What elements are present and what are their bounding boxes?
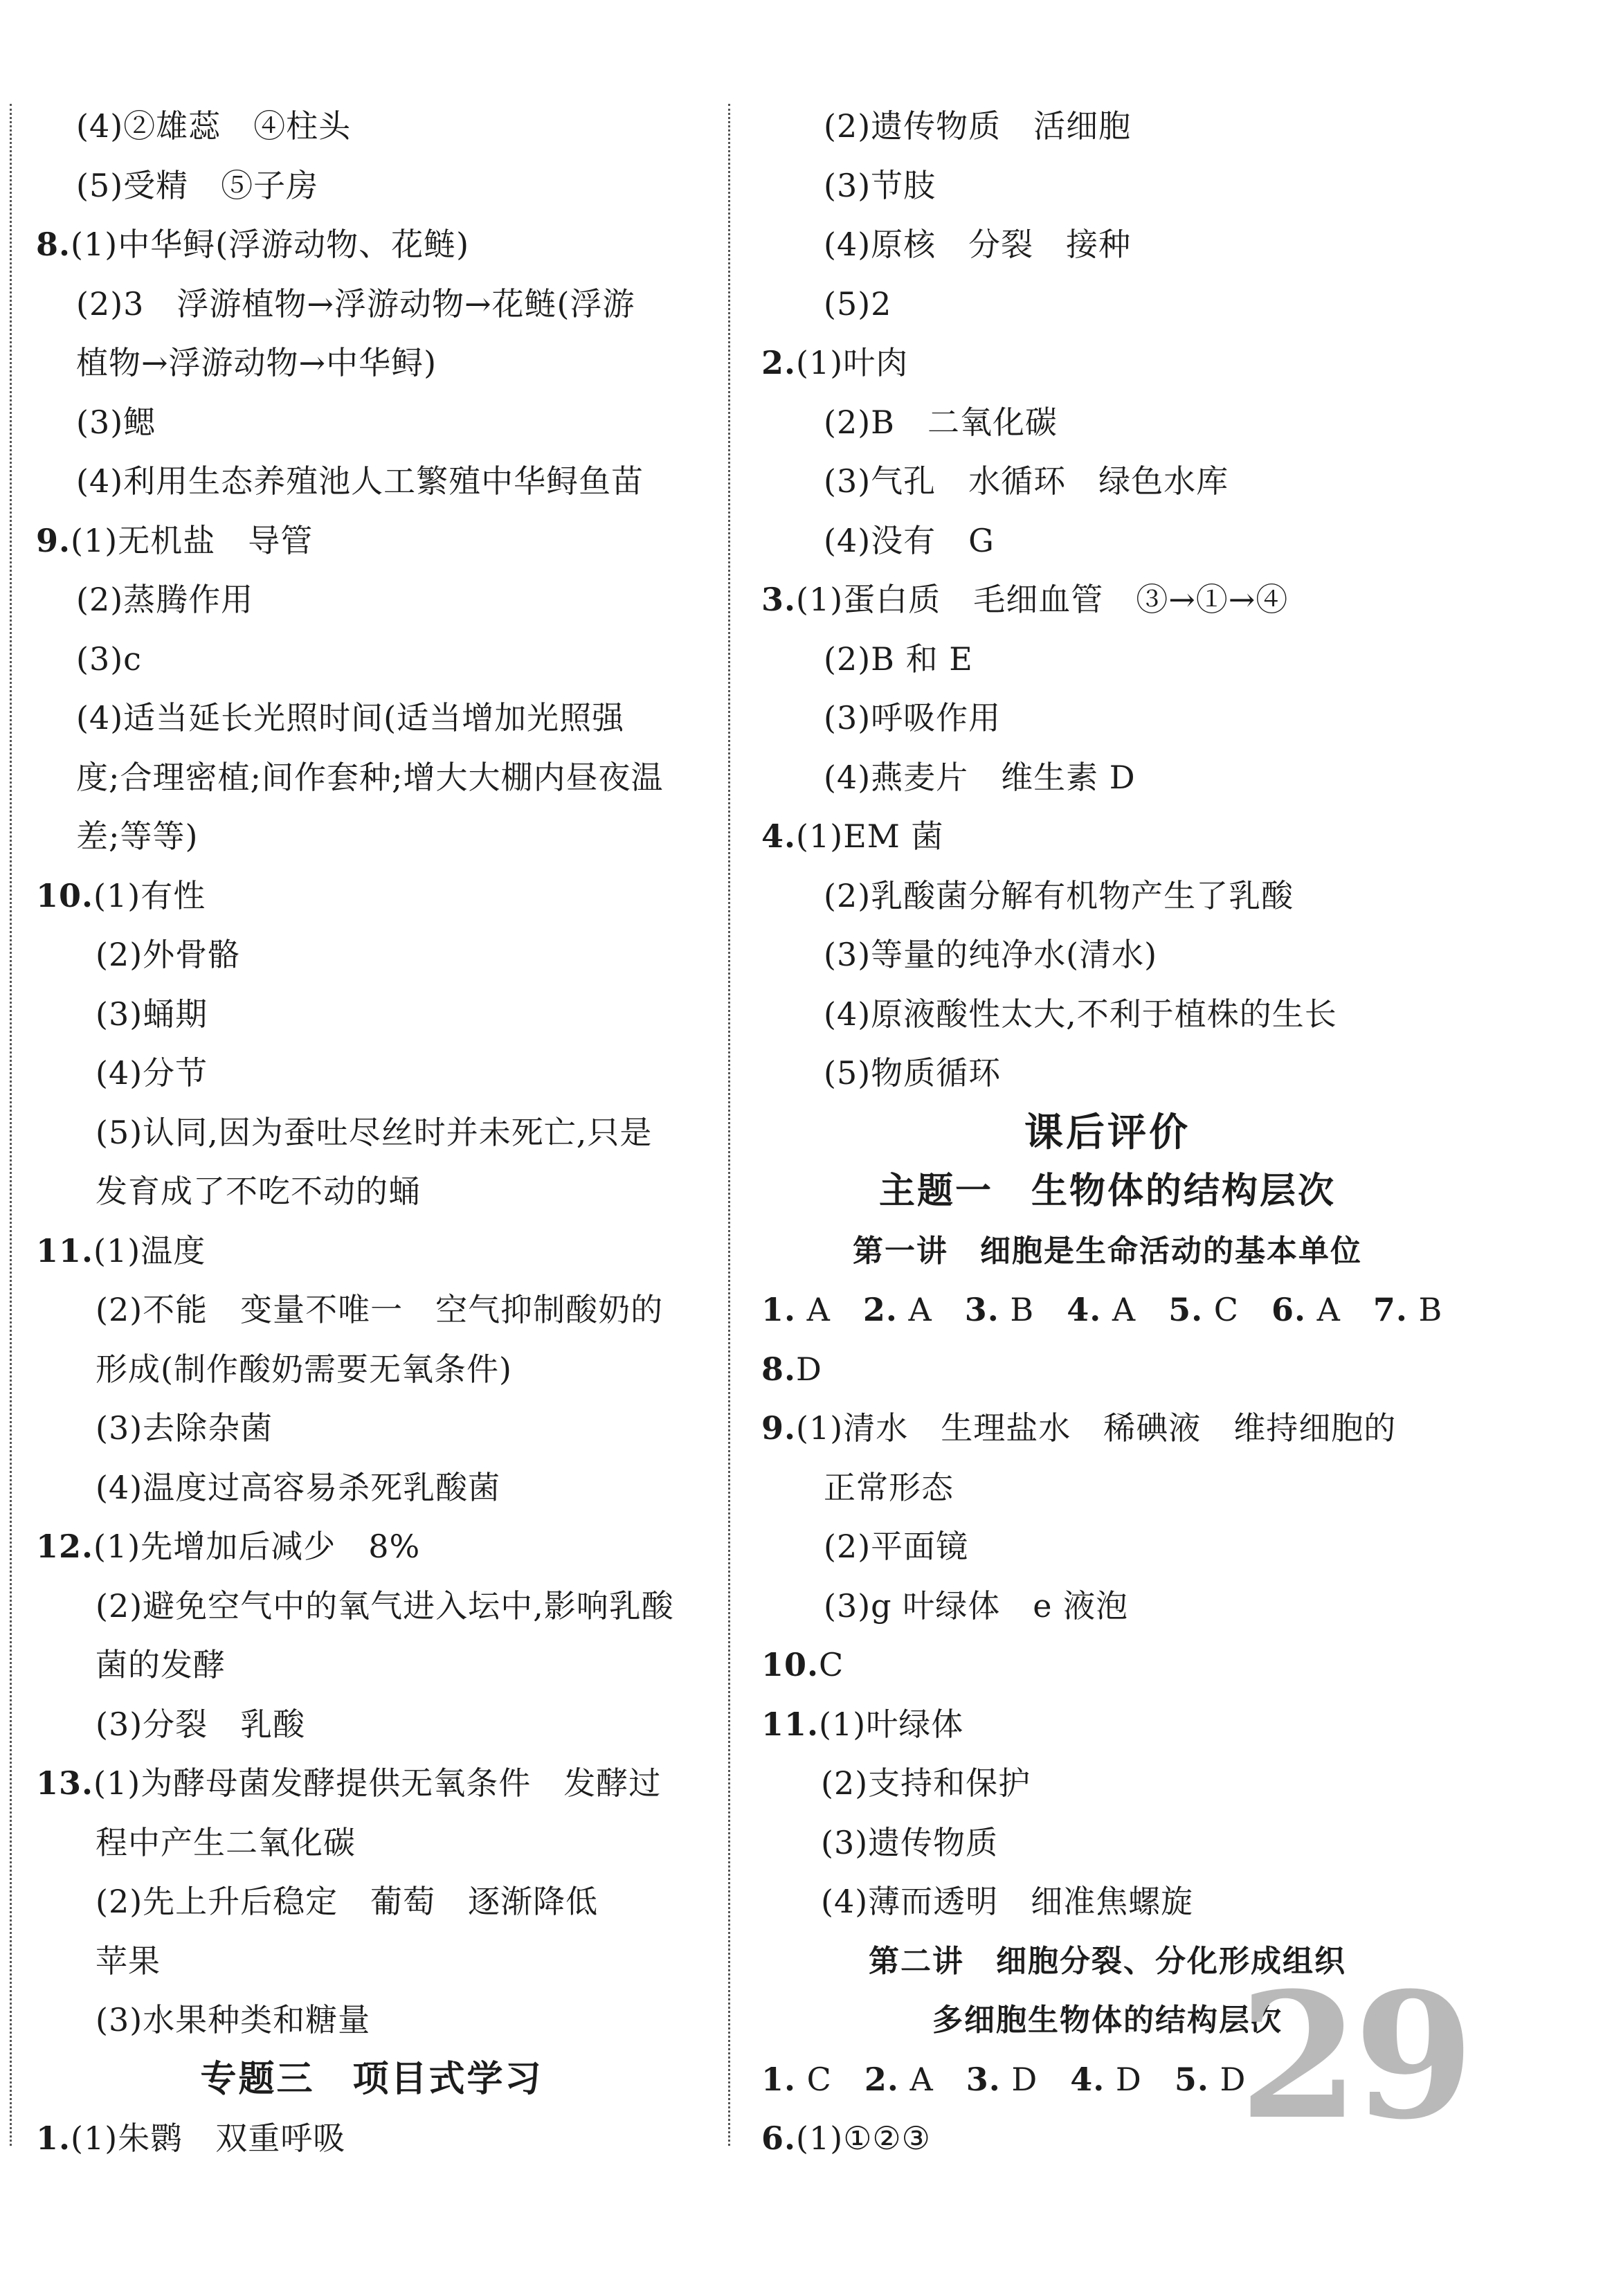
answer-text: (4)分节 <box>96 1054 208 1092</box>
answer-text: (2)平面镜 <box>824 1528 969 1565</box>
answer-text: (3)c <box>76 640 142 678</box>
answer-text: (2)不能 变量不唯一 空气抑制酸奶的 <box>96 1291 664 1328</box>
answer-text: (2)B 和 E <box>824 640 973 678</box>
answer-text: (3)鳃 <box>76 403 156 441</box>
answer-text: 苹果 <box>96 1942 161 1980</box>
question-number: 7. <box>1373 1291 1408 1328</box>
answer-line <box>36 1222 707 1281</box>
answer-line <box>36 1872 707 1932</box>
answer-text: C <box>819 1646 844 1683</box>
question-number: 2. <box>864 2060 899 2098</box>
answer-line <box>36 512 707 571</box>
question-number: 8. <box>761 1350 797 1388</box>
answer-text: (1)朱鹮 双重呼吸 <box>71 2119 346 2157</box>
question-number: 6. <box>1271 1291 1306 1328</box>
right-column <box>761 97 1453 2169</box>
section-heading: 多细胞生物体的结构层次 <box>932 2003 1283 2038</box>
answer-line <box>761 867 1453 926</box>
answer-text: (4)没有 G <box>824 521 995 559</box>
section-heading: 专题三 项目式学习 <box>200 2058 543 2100</box>
answer-line <box>36 1636 707 1695</box>
answer-line <box>36 156 707 216</box>
answer-line <box>36 1814 707 1873</box>
answer-text: (2)乳酸菌分解有机物产生了乳酸 <box>824 876 1294 914</box>
question-number: 9. <box>36 521 71 559</box>
answer-line <box>761 215 1453 275</box>
answer-line <box>36 925 707 985</box>
question-number: 4. <box>1070 2060 1105 2098</box>
answer-text: (3)呼吸作用 <box>824 699 1002 736</box>
answer-text: (1)蛋白质 毛细血管 ③→①→④ <box>796 581 1289 618</box>
left-column <box>36 97 707 2169</box>
answer-line <box>761 748 1453 808</box>
answer-line <box>761 156 1453 216</box>
answer-text: (1)叶绿体 <box>819 1705 964 1743</box>
answer-line <box>36 807 707 867</box>
answer-text: (4)原核 分裂 接种 <box>824 226 1132 263</box>
answer-text: (4)燕麦片 维生素 D <box>824 758 1136 796</box>
answer-line <box>761 1458 1453 1518</box>
answer-line <box>36 985 707 1045</box>
page-number: 29 <box>1239 1954 1469 2158</box>
answer-line <box>36 393 707 453</box>
answer-line <box>761 1340 1453 1400</box>
answer-text: (2)遗传物质 活细胞 <box>824 107 1132 145</box>
answer-line <box>761 1695 1453 1755</box>
section-heading: 第一讲 细胞是生命活动的基本单位 <box>853 1233 1362 1269</box>
answer-line <box>36 1281 707 1340</box>
answer-text: 1. C 2. A 3. D 4. D 5. D <box>761 2060 1247 2098</box>
answer-line <box>36 452 707 512</box>
answer-line <box>36 1932 707 1991</box>
answer-text: D <box>796 1350 822 1388</box>
answer-text: 度;合理密植;间作套种;增大大棚内昼夜温 <box>76 758 664 796</box>
answer-line <box>761 1044 1453 1103</box>
answer-text: (3)g 叶绿体 e 液泡 <box>824 1587 1129 1625</box>
answer-text: 发育成了不吃不动的蛹 <box>96 1173 421 1210</box>
question-number: 10. <box>36 876 94 914</box>
answer-line <box>36 630 707 689</box>
answer-text: (5)受精 ⑤子房 <box>76 166 319 204</box>
question-number: 4. <box>1067 1291 1102 1328</box>
answer-line <box>36 1991 707 2050</box>
question-number: 1. <box>36 2119 71 2157</box>
answer-line <box>36 1399 707 1458</box>
answer-text: (4)②雄蕊 ④柱头 <box>76 107 352 145</box>
answer-line <box>761 689 1453 748</box>
answer-text: (1)清水 生理盐水 稀碘液 维持细胞的 <box>796 1409 1397 1447</box>
answer-text: (4)适当延长光照时间(适当增加光照强 <box>76 699 625 736</box>
answer-text: 1. A 2. A 3. B 4. A 5. C 6. A 7. B <box>761 1291 1443 1328</box>
answer-text: (2)蒸腾作用 <box>76 581 254 618</box>
answer-line <box>36 689 707 748</box>
answer-line <box>761 393 1453 453</box>
answer-text: (2)先上升后稳定 葡萄 逐渐降低 <box>96 1883 599 1920</box>
answer-text: (3)气孔 水循环 绿色水库 <box>824 462 1229 500</box>
answer-text: 植物→浮游动物→中华鲟) <box>76 344 437 381</box>
answer-text: (2)3 浮游植物→浮游动物→花鲢(浮游 <box>76 284 635 323</box>
answer-text: 形成(制作酸奶需要无氧条件) <box>96 1350 512 1388</box>
answer-line <box>36 1103 707 1163</box>
answer-text: (1)有性 <box>93 876 206 914</box>
answer-text: (5)2 <box>824 284 892 323</box>
question-number: 5. <box>1168 1291 1204 1328</box>
question-number: 10. <box>761 1646 819 1683</box>
answer-text: (2)外骨骼 <box>96 936 241 973</box>
question-number: 2. <box>761 344 797 381</box>
answer-text: (3)水果种类和糖量 <box>96 2001 371 2039</box>
answer-text: (1)无机盐 导管 <box>71 521 314 559</box>
answer-line <box>761 1281 1453 1340</box>
question-number: 13. <box>36 1764 94 1802</box>
answer-line <box>36 334 707 393</box>
answer-line <box>36 1754 707 1814</box>
answer-text: (1)EM 菌 <box>796 817 944 855</box>
answer-text: (1)①②③ <box>796 2119 931 2157</box>
answer-line <box>36 1695 707 1755</box>
answer-line <box>36 97 707 156</box>
answer-text: (3)遗传物质 <box>821 1823 999 1861</box>
answer-text: (2)避免空气中的氧气进入坛中,影响乳酸 <box>96 1587 674 1625</box>
answer-text: 菌的发酵 <box>96 1646 226 1683</box>
question-number: 11. <box>36 1231 94 1269</box>
answer-line <box>36 2109 707 2169</box>
question-number: 9. <box>761 1409 797 1447</box>
answer-text: (1)叶肉 <box>796 344 909 381</box>
answer-text: (2)B 二氧化碳 <box>824 403 1058 441</box>
answer-line <box>761 985 1453 1045</box>
answer-text: 正常形态 <box>824 1468 954 1506</box>
answer-line <box>761 1399 1453 1458</box>
answer-line <box>36 275 707 334</box>
question-number: 3. <box>964 1291 999 1328</box>
answer-line <box>761 1872 1453 1932</box>
answer-text: (3)节肢 <box>824 166 936 204</box>
answer-line <box>761 1754 1453 1814</box>
question-number: 11. <box>761 1705 819 1743</box>
question-number: 2. <box>862 1291 898 1328</box>
question-number: 6. <box>761 2119 797 2157</box>
question-number: 8. <box>36 226 71 263</box>
answer-text: (4)原液酸性太大,不利于植株的生长 <box>824 995 1337 1033</box>
answer-text: (1)先增加后减少 8% <box>93 1528 421 1565</box>
question-number: 5. <box>1174 2060 1209 2098</box>
answer-text: (3)去除杂菌 <box>96 1409 273 1447</box>
answer-line <box>761 630 1453 689</box>
answer-text: (3)蛹期 <box>96 995 208 1033</box>
answer-text: (2)支持和保护 <box>821 1764 1031 1802</box>
answer-line <box>761 97 1453 156</box>
section-heading: 课后评价 <box>1024 1110 1190 1155</box>
section-heading: 第二讲 细胞分裂、分化形成组织 <box>869 1943 1346 1979</box>
answer-text: (4)薄而透明 细准焦螺旋 <box>821 1883 1194 1920</box>
section-heading: 主题一 生物体的结构层次 <box>878 1170 1336 1212</box>
question-number: 4. <box>761 817 797 855</box>
answer-text: (4)利用生态养殖池人工繁殖中华鲟鱼苗 <box>76 462 644 500</box>
question-number: 1. <box>761 1291 797 1328</box>
answer-text: (3)分裂 乳酸 <box>96 1705 306 1743</box>
answer-line <box>761 1577 1453 1636</box>
answer-text: (3)等量的纯净水(清水) <box>824 936 1158 973</box>
answer-line <box>36 1577 707 1636</box>
column-divider <box>728 104 730 2146</box>
answer-line <box>36 1458 707 1518</box>
question-number: 3. <box>966 2060 1001 2098</box>
answer-line <box>761 512 1453 571</box>
answer-line <box>36 1517 707 1577</box>
answer-line <box>36 748 707 808</box>
answer-line <box>36 1340 707 1400</box>
answer-line <box>36 1162 707 1222</box>
question-number: 1. <box>761 2060 797 2098</box>
answer-line <box>761 275 1453 334</box>
answer-line <box>761 807 1453 867</box>
answer-line <box>761 452 1453 512</box>
answer-line <box>36 867 707 926</box>
answer-text: (5)认同,因为蚕吐尽丝时并未死亡,只是 <box>96 1113 653 1151</box>
answer-line <box>761 1517 1453 1577</box>
answer-text: (4)温度过高容易杀死乳酸菌 <box>96 1468 501 1506</box>
answer-line <box>36 1044 707 1103</box>
answer-line <box>36 215 707 275</box>
answer-text: (1)中华鲟(浮游动物、花鲢) <box>71 226 470 263</box>
answer-text: (1)温度 <box>93 1231 206 1269</box>
left-margin-rule <box>10 104 12 2146</box>
answer-line <box>761 570 1453 630</box>
answer-line <box>761 334 1453 393</box>
answer-text: (5)物质循环 <box>824 1054 1002 1092</box>
answer-line <box>36 570 707 630</box>
answer-line <box>761 925 1453 985</box>
answer-line <box>761 1814 1453 1873</box>
question-number: 3. <box>761 581 797 618</box>
answer-line <box>761 1636 1453 1695</box>
answer-text: (1)为酵母菌发酵提供无氧条件 发酵过 <box>93 1764 662 1802</box>
question-number: 12. <box>36 1528 94 1565</box>
answer-text: 差;等等) <box>76 817 199 855</box>
answer-text: 程中产生二氧化碳 <box>96 1823 356 1861</box>
